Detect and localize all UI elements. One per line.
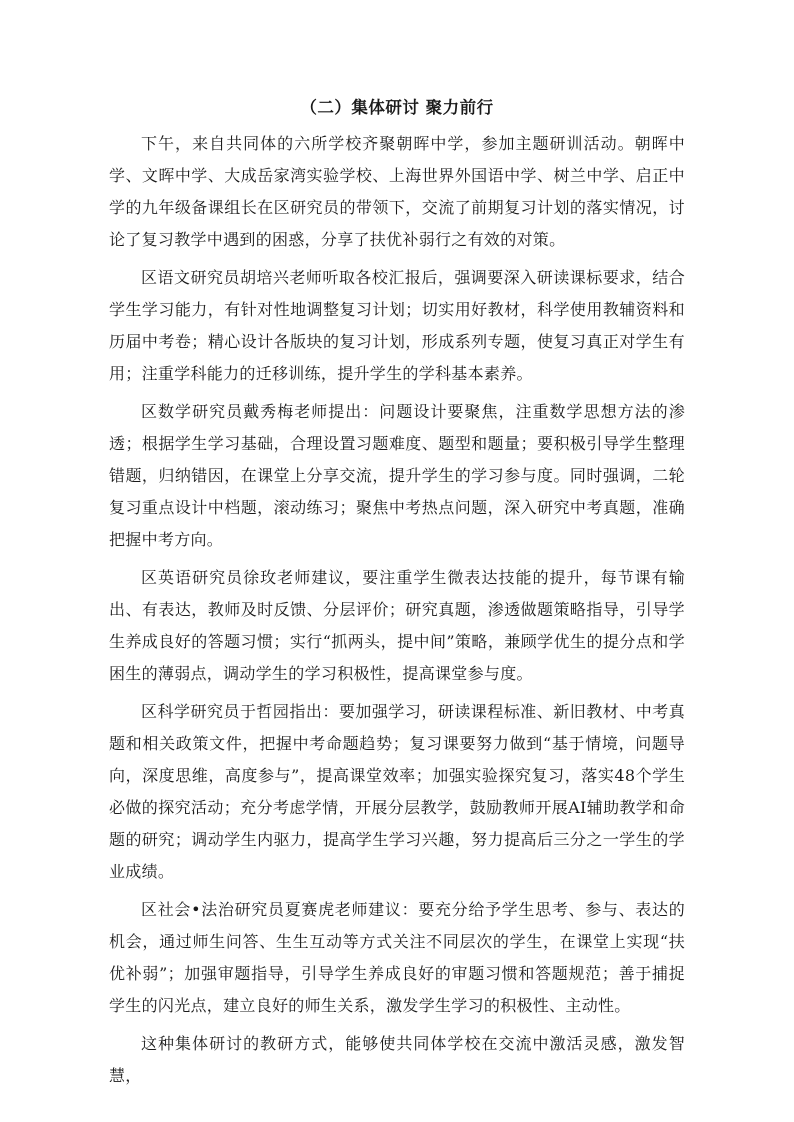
- paragraph-english: 区英语研究员徐玫老师建议，要注重学生微表达技能的提升，每节课有输出、有表达，教师及时反馈、分层评价；研究真题，渗透做题策略指导，引导学生养成良好的答题习惯；实行“抓两头，提中间”策略，兼顾学优生的提分点和学困生的薄弱点，调动学生的学习积极性，提高课堂参与度。: [109, 568, 685, 683]
- paragraph-intro: 下午，来自共同体的六所学校齐聚朝晖中学，参加主题研训活动。朝晖中学、文晖中学、大成岳家湾实验学校、上海世界外国语中学、树兰中学、启正中学的九年级备课组长在区研究员的带领下，交流了前期复习计划的落实情况，讨论了复习教学中遇到的困惑，分享了扶优补弱行之有效的对策。: [109, 134, 685, 249]
- document-page: [109, 96, 685, 1098]
- paragraph-science: 区科学研究员于哲园指出：要加强学习，研读课程标准、新旧教材、中考真题和相关政策文件，把握中考命题趋势；复习课要努力做到“基于情境，问题导向，深度思维，高度参与”，提高课堂效率；加强实验探究复习，落实48个学生必做的探究活动；充分考虑学情，开展分层教学，鼓励教师开展AI辅助教学和命题的研究；调动学生内驱力，提高学生学习兴趣，努力提高后三分之一学生的学业成绩。: [109, 702, 685, 881]
- paragraph-conclusion: 这种集体研讨的教研方式，能够使共同体学校在交流中激活灵感，激发智慧，: [109, 1034, 685, 1085]
- paragraph-chinese: 区语文研究员胡培兴老师听取各校汇报后，强调要深入研读课标要求，结合学生学习能力，有针对性地调整复习计划；切实用好教材，科学使用教辅资料和历届中考卷；精心设计各版块的复习计划，形成系列专题，使复习真正对学生有用；注重学科能力的迁移训练，提升学生的学科基本素养。: [109, 268, 685, 383]
- paragraph-society-law: 区社会•法治研究员夏赛虎老师建议：要充分给予学生思考、参与、表达的机会，通过师生问答、生生互动等方式关注不同层次的学生，在课堂上实现“扶优补弱”；加强审题指导，引导学生养成良好的审题习惯和答题规范；善于捕捉学生的闪光点，建立良好的师生关系，激发学生学习的积极性、主动性。: [109, 900, 685, 1015]
- section-heading: （二）集体研讨 聚力前行: [300, 98, 494, 117]
- paragraph-math: 区数学研究员戴秀梅老师提出：问题设计要聚焦，注重数学思想方法的渗透；根据学生学习基础，合理设置习题难度、题型和题量；要积极引导学生整理错题，归纳错因，在课堂上分享交流，提升学生的学习参与度。同时强调，二轮复习重点设计中档题，滚动练习；聚焦中考热点问题，深入研究中考真题，准确把握中考方向。: [109, 402, 685, 549]
